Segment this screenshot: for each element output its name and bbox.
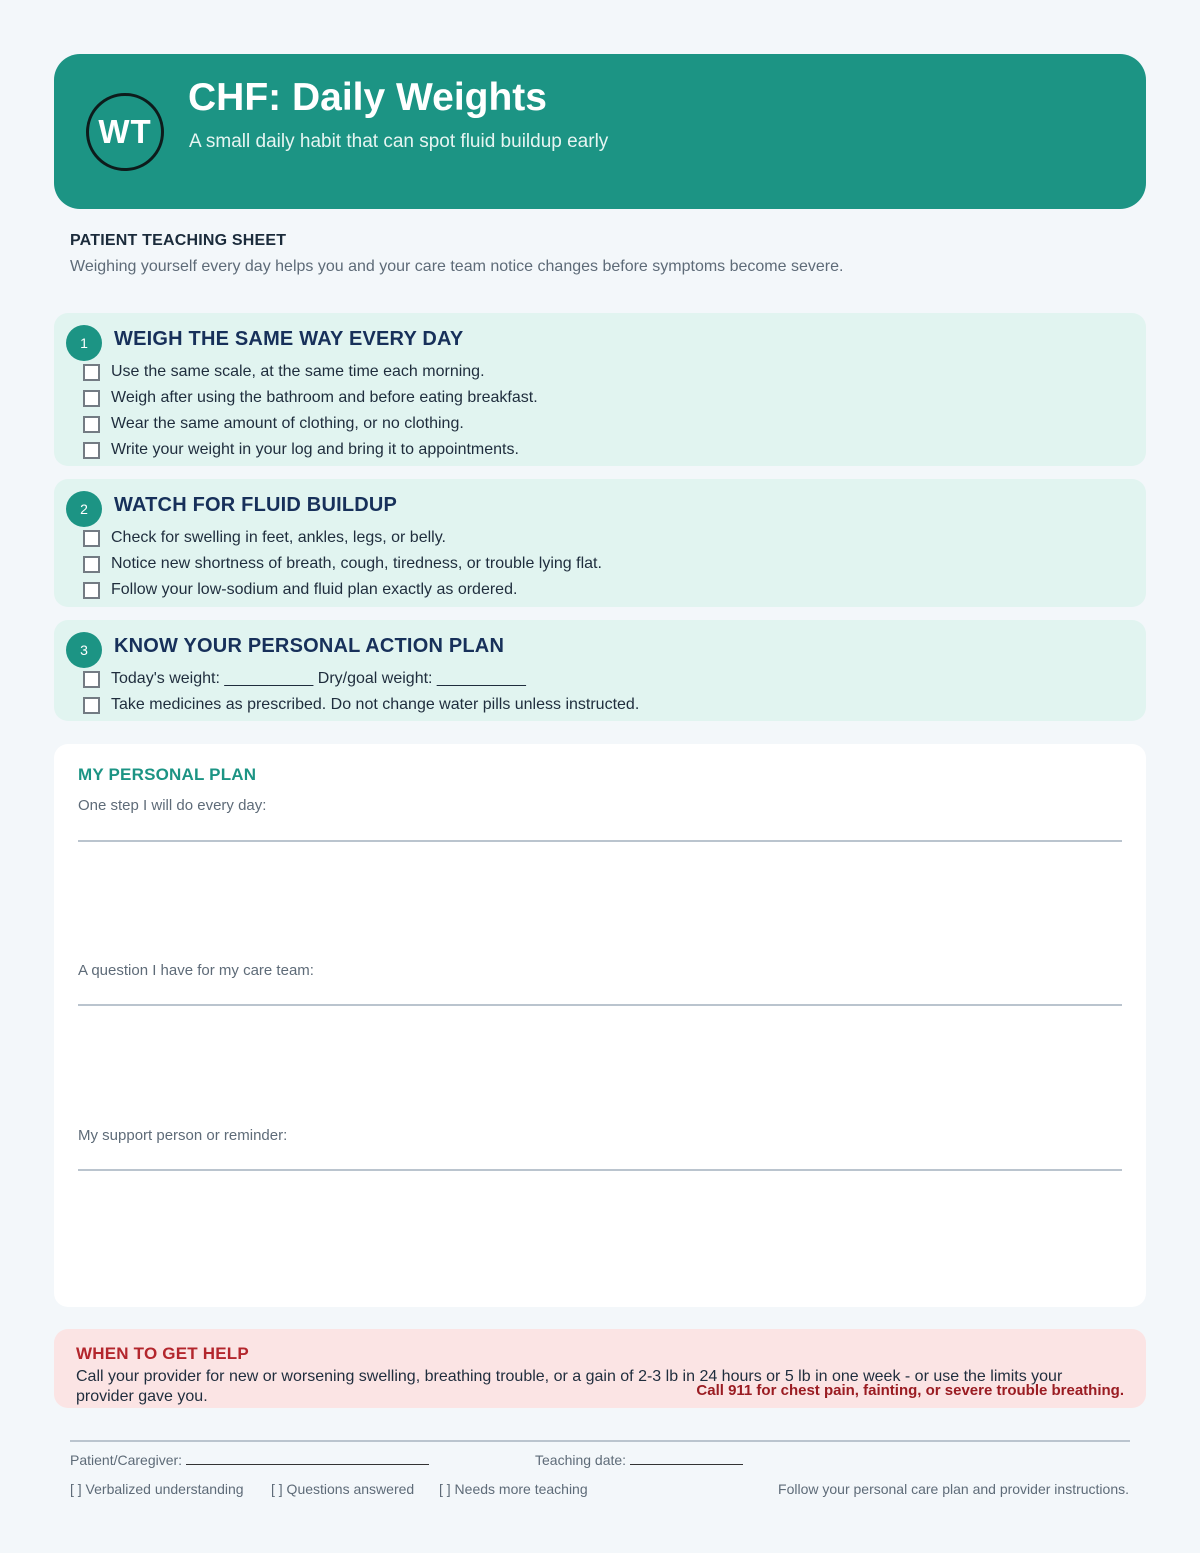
date-label: Teaching date: bbox=[535, 1452, 627, 1468]
date-line[interactable] bbox=[630, 1453, 743, 1465]
write-in-line[interactable] bbox=[78, 840, 1122, 842]
checklist-item-label: Today's weight: __________ Dry/goal weight: __________ bbox=[111, 670, 526, 687]
help-title: WHEN TO GET HELP bbox=[76, 1344, 249, 1363]
teaching-date-field bbox=[535, 1452, 743, 1468]
intro-text: Weighing yourself every day helps you and your care team notice changes before symptoms become severe. bbox=[70, 258, 844, 275]
checklist-item bbox=[83, 525, 602, 551]
footer-note: Follow your personal care plan and provider instructions. bbox=[778, 1481, 1129, 1497]
checkbox[interactable] bbox=[83, 364, 100, 381]
checklist-item-label: Check for swelling in feet, ankles, legs, or belly. bbox=[111, 529, 446, 546]
when-to-get-help-box bbox=[54, 1329, 1146, 1408]
checklist-item bbox=[83, 666, 639, 692]
checklist-item-label: Notice new shortness of breath, cough, tiredness, or trouble lying flat. bbox=[111, 555, 602, 572]
footer-divider bbox=[70, 1440, 1130, 1442]
write-in-line[interactable] bbox=[78, 1004, 1122, 1006]
help-text: Call your provider for new or worsening swelling, breathing trouble, or a gain of 2-3 lb in 24 hours or 5 lb in one week - or use the limits your provider gave you. bbox=[76, 1368, 1063, 1405]
check-questions-answered[interactable]: [ ] Questions answered bbox=[271, 1481, 415, 1497]
check-needs-more-teaching[interactable]: [ ] Needs more teaching bbox=[439, 1481, 588, 1497]
checklist-item-label: Wear the same amount of clothing, or no clothing. bbox=[111, 415, 464, 432]
write-in-line[interactable] bbox=[78, 1169, 1122, 1171]
checklist-item bbox=[83, 411, 538, 437]
plan-prompt-daily-step: One step I will do every day: bbox=[78, 797, 267, 814]
check-verbalized[interactable]: [ ] Verbalized understanding bbox=[70, 1481, 244, 1497]
checklist bbox=[83, 359, 538, 463]
checkbox[interactable] bbox=[83, 442, 100, 459]
step-number-badge: 1 bbox=[66, 325, 102, 361]
personal-plan-card bbox=[54, 744, 1146, 1307]
plan-prompt-support: My support person or reminder: bbox=[78, 1127, 288, 1144]
section-action-plan bbox=[54, 620, 1146, 721]
plan-title: MY PERSONAL PLAN bbox=[78, 765, 257, 784]
checklist-item bbox=[83, 437, 538, 463]
checklist-item-label: Take medicines as prescribed. Do not change water pills unless instructed. bbox=[111, 696, 640, 713]
checklist bbox=[83, 525, 602, 603]
step-number-badge: 2 bbox=[66, 491, 102, 527]
checkbox[interactable] bbox=[83, 530, 100, 547]
checklist-item-label: Weigh after using the bathroom and before eating breakfast. bbox=[111, 389, 538, 406]
checkbox[interactable] bbox=[83, 390, 100, 407]
sheet-kicker: PATIENT TEACHING SHEET bbox=[70, 232, 287, 249]
logo-badge: WT bbox=[86, 93, 164, 171]
plan-prompt-question: A question I have for my care team: bbox=[78, 962, 314, 979]
checkbox[interactable] bbox=[83, 582, 100, 599]
patient-label: Patient/Caregiver: bbox=[70, 1452, 183, 1468]
section-title: WATCH FOR FLUID BUILDUP bbox=[114, 494, 398, 516]
checkbox[interactable] bbox=[83, 556, 100, 573]
page-title: CHF: Daily Weights bbox=[188, 76, 547, 119]
patient-signature-field bbox=[70, 1452, 429, 1468]
page-subtitle: A small daily habit that can spot fluid buildup early bbox=[189, 131, 609, 152]
section-title: WEIGH THE SAME WAY EVERY DAY bbox=[114, 328, 464, 350]
section-title: KNOW YOUR PERSONAL ACTION PLAN bbox=[114, 635, 505, 657]
checklist-item-label: Use the same scale, at the same time each morning. bbox=[111, 363, 485, 380]
checklist-item bbox=[83, 577, 602, 603]
checkbox[interactable] bbox=[83, 671, 100, 688]
checkbox[interactable] bbox=[83, 416, 100, 433]
checklist-item bbox=[83, 359, 538, 385]
signature-line[interactable] bbox=[186, 1453, 429, 1465]
checklist-item bbox=[83, 692, 639, 718]
checklist-item bbox=[83, 551, 602, 577]
section-watch-fluid-buildup bbox=[54, 479, 1146, 607]
checklist-item-label: Write your weight in your log and bring it to appointments. bbox=[111, 441, 519, 458]
section-weigh-same-way bbox=[54, 313, 1146, 466]
checklist bbox=[83, 666, 639, 718]
header-banner bbox=[54, 54, 1146, 209]
step-number-badge: 3 bbox=[66, 632, 102, 668]
checklist-item bbox=[83, 385, 538, 411]
checklist-item-label: Follow your low-sodium and fluid plan exactly as ordered. bbox=[111, 581, 518, 598]
emergency-note: Call 911 for chest pain, fainting, or severe trouble breathing. bbox=[696, 1382, 1124, 1399]
checkbox[interactable] bbox=[83, 697, 100, 714]
